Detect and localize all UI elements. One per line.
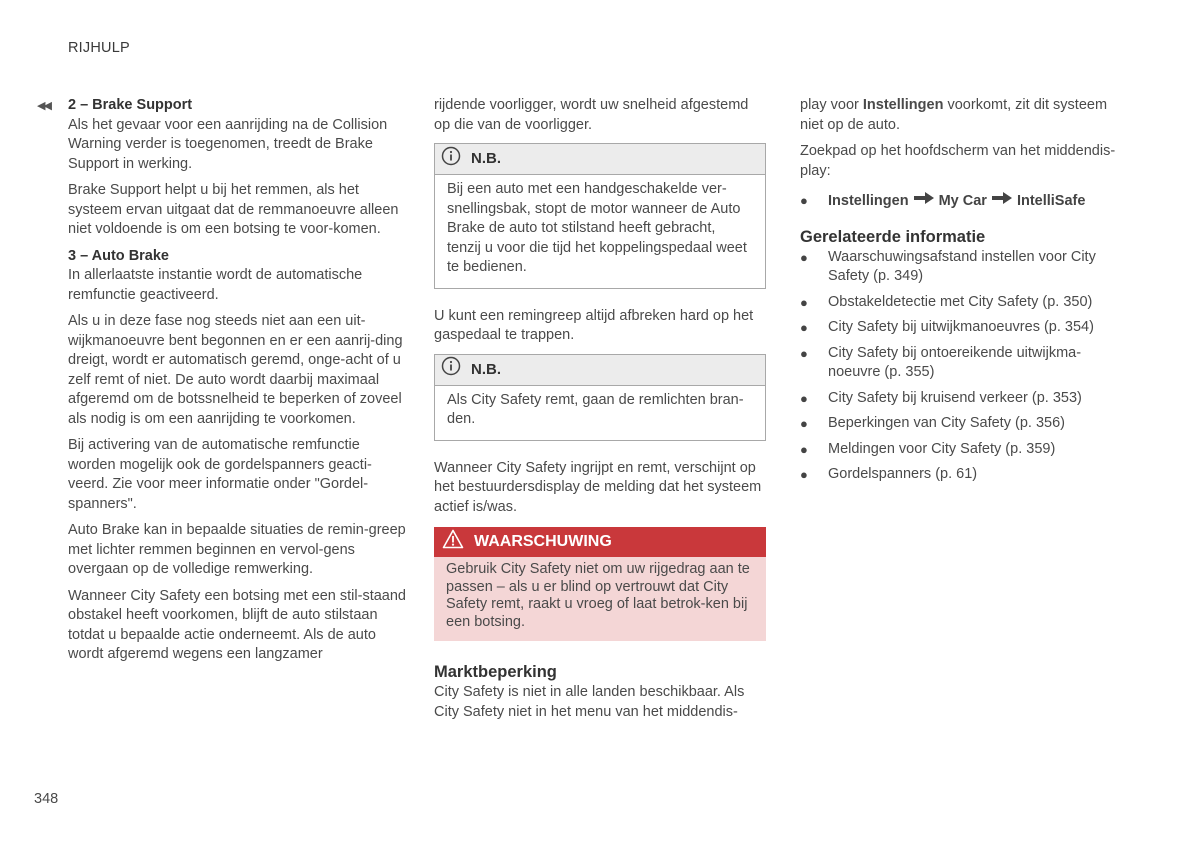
related-link-text: Obstakeldetectie met City Safety (p. 350) bbox=[828, 293, 1093, 310]
note-header bbox=[435, 355, 765, 386]
continued-arrow-icon: ◀◀ bbox=[37, 100, 50, 112]
paragraph: rijdende voorligger, wordt uw snelheid afgestemd op die van de voorligger. bbox=[434, 97, 749, 133]
related-link[interactable] bbox=[800, 465, 1132, 485]
related-link[interactable] bbox=[800, 414, 1132, 434]
column-2 bbox=[434, 96, 766, 729]
bullet-icon: ● bbox=[800, 390, 808, 406]
related-link-text: Gordelspanners (p. 61) bbox=[828, 466, 978, 482]
related-link-text: Beperkingen van City Safety (p. 356) bbox=[828, 415, 1065, 431]
heading-auto-brake: 3 – Auto Brake bbox=[68, 247, 169, 264]
search-path bbox=[800, 191, 1132, 212]
paragraph bbox=[800, 96, 1132, 135]
related-info-list bbox=[800, 248, 1132, 485]
related-link-text: Meldingen voor City Safety (p. 359) bbox=[828, 440, 1056, 457]
page-number: 348 bbox=[34, 791, 59, 807]
path-arrow-icon bbox=[913, 191, 935, 212]
paragraph-text: play voor bbox=[800, 97, 863, 113]
search-path-list bbox=[800, 191, 1132, 212]
bullet-icon: ● bbox=[800, 416, 808, 431]
section-label: RIJHULP bbox=[68, 40, 130, 56]
note-title: N.B. bbox=[471, 150, 501, 168]
paragraph: Zoekpad op het hoofdscherm van het middendis-play: bbox=[800, 143, 1116, 179]
bullet-icon: ● bbox=[800, 193, 808, 208]
paragraph: Als u in deze fase nog steeds niet aan een uit-wijkmanoeuvre bent begonnen en er een aanrij-ding dreigt, wordt er automatisch geremd, onge-acht of u zelf remt of niet. De auto wordt daarbij maximaal afgeremd om de botssnelheid te beperken of zoveel als nodig is om een aanrijding te voorkomen. bbox=[68, 313, 403, 427]
related-link[interactable] bbox=[800, 344, 1132, 383]
paragraph: In allerlaatste instantie wordt de automatische remfunctie geactiveerd. bbox=[68, 267, 363, 303]
related-link[interactable] bbox=[800, 389, 1132, 409]
path-step: My Car bbox=[938, 192, 987, 209]
info-circle-icon bbox=[441, 146, 461, 173]
bullet-icon: ● bbox=[800, 249, 808, 265]
warning-box bbox=[434, 527, 766, 641]
related-link-text: City Safety bij ontoereikende uitwijkma-noeuvre (p. 355) bbox=[828, 344, 1082, 380]
paragraph: U kunt een remingreep altijd afbreken hard op het gaspedaal te trappen. bbox=[434, 307, 754, 343]
related-link[interactable] bbox=[800, 248, 1132, 287]
paragraph: Als het gevaar voor een aanrijding na de Collision Warning verder is toegenomen, treedt de Brake Support in werking. bbox=[68, 116, 388, 172]
paragraph: Wanneer City Safety een botsing met een stil-staand obstakel heeft voorkomen, blijft de auto stilstaan totdat u bepaalde actie onderneemt. Als de auto wordt afgeremd wegens een langzamer bbox=[68, 587, 406, 662]
related-link-text: City Safety bij uitwijkmanoeuvres (p. 354) bbox=[828, 319, 1094, 335]
paragraph: Bij activering van de automatische remfunctie worden mogelijk ook de gordelspanners geacti-veerd. Zie voor meer informatie onder "Gordel-spanners". bbox=[68, 437, 372, 512]
note-box bbox=[434, 143, 766, 289]
note-box bbox=[434, 354, 766, 441]
related-link-text: Waarschuwingsafstand instellen voor City Safety (p. 349) bbox=[828, 248, 1096, 284]
paragraph-text: voorkomt, zit dit systeem niet op de auto. bbox=[800, 97, 1108, 133]
warning-text: Gebruik City Safety niet om uw rijgedrag aan te passen – als u er blind op vertrouwt dat City Safety remt, raakt u vroeg of laat betrok-ken bij een botsing. bbox=[434, 557, 766, 641]
heading-marktbeperking: Marktbeperking bbox=[434, 663, 557, 681]
warning-triangle-icon bbox=[442, 529, 464, 556]
related-link[interactable] bbox=[800, 440, 1132, 460]
path-step: IntelliSafe bbox=[1016, 192, 1086, 209]
note-title: N.B. bbox=[471, 360, 501, 378]
warning-title: WAARSCHUWING bbox=[474, 533, 612, 551]
paragraph: Wanneer City Safety ingrijpt en remt, verschijnt op het bestuurdersdisplay de melding dat het systeem actief is/was. bbox=[434, 459, 762, 515]
paragraph: City Safety is niet in alle landen beschikbaar. Als City Safety niet in het menu van het middendis- bbox=[434, 684, 745, 720]
info-circle-icon bbox=[441, 356, 461, 383]
related-link[interactable] bbox=[800, 293, 1132, 313]
paragraph: Auto Brake kan in bepaalde situaties de remin-greep met lichter remmen beginnen en vervol-gens overgaan op de volledige remwerking. bbox=[68, 522, 406, 577]
warning-header bbox=[434, 527, 766, 557]
note-header bbox=[435, 144, 765, 175]
path-step: Instellingen bbox=[828, 192, 909, 209]
bullet-icon: ● bbox=[800, 294, 808, 310]
bullet-icon: ● bbox=[800, 467, 808, 482]
bullet-icon: ● bbox=[800, 441, 808, 457]
paragraph: Brake Support helpt u bij het remmen, als het systeem ervan uitgaat dat de remmanoeuvre alleen niet voldoende is om een botsing te voor-komen. bbox=[68, 182, 399, 237]
note-text: Als City Safety remt, gaan de remlichten bran-den. bbox=[447, 391, 744, 427]
bullet-icon: ● bbox=[800, 320, 808, 335]
column-3 bbox=[800, 96, 1132, 491]
heading-brake-support: 2 – Brake Support bbox=[68, 97, 193, 113]
column-1 bbox=[68, 96, 408, 672]
related-link[interactable] bbox=[800, 318, 1132, 338]
path-arrow-icon bbox=[991, 191, 1013, 212]
heading-related-info: Gerelateerde informatie bbox=[800, 227, 986, 246]
related-link-text: City Safety bij kruisend verkeer (p. 353) bbox=[828, 389, 1082, 406]
settings-term: Instellingen bbox=[862, 97, 944, 113]
note-text: Bij een auto met een handgeschakelde ver-snellingsbak, stopt de motor wanneer de Auto Brake de auto tot stilstand heeft gebracht, tenzij u voor die tijd het koppelingspedaal weet te bedienen. bbox=[447, 181, 747, 275]
bullet-icon: ● bbox=[800, 345, 808, 361]
